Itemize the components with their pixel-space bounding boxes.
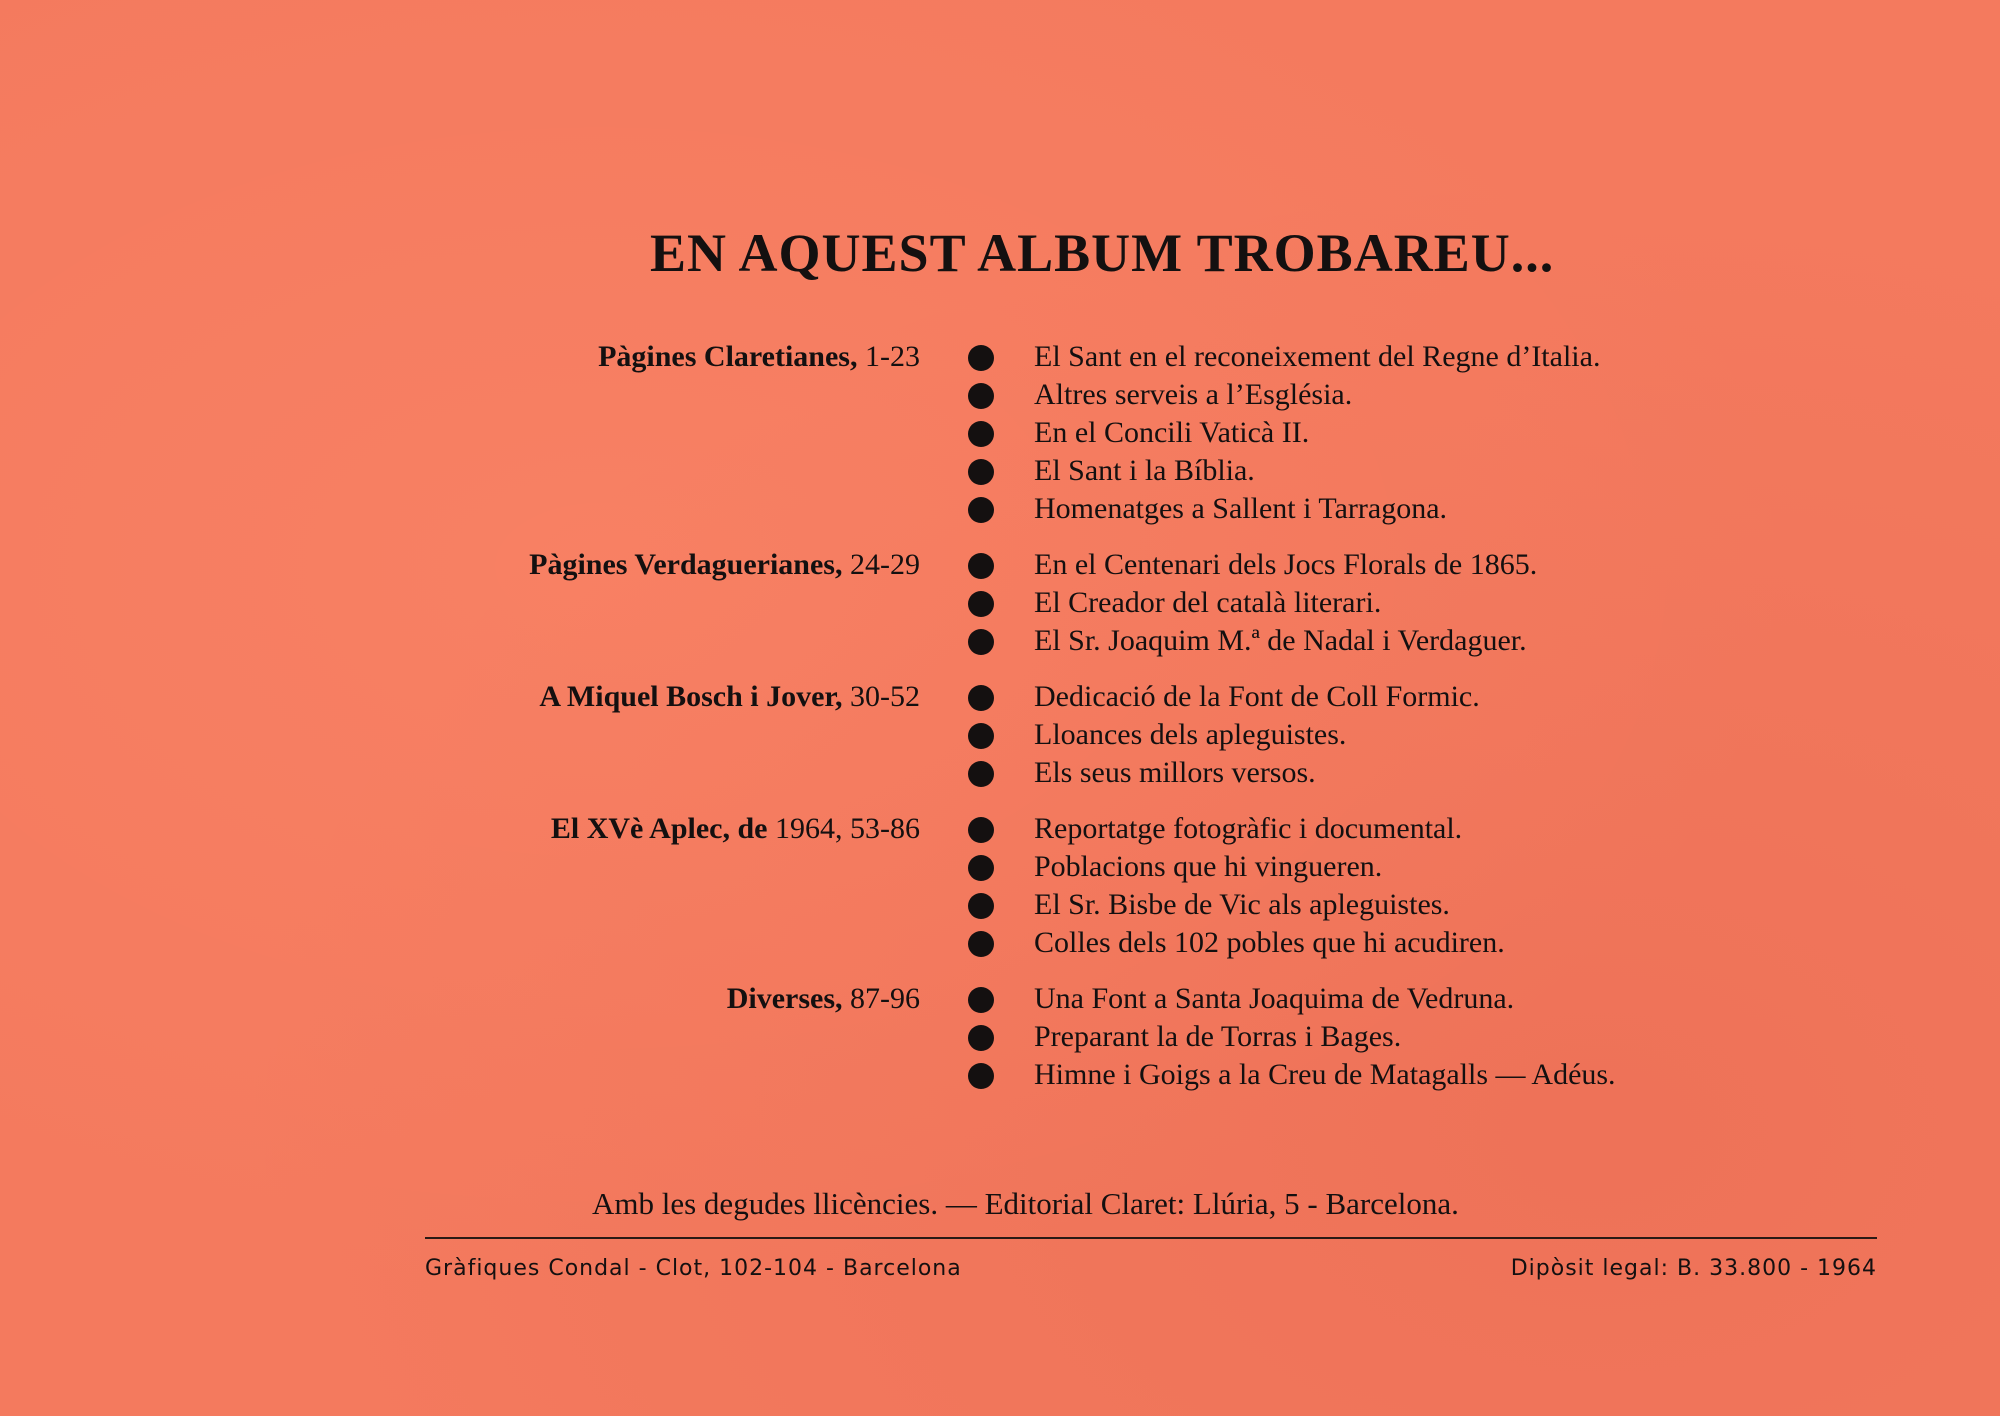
section-items [968,980,2000,1094]
bullet-icon [968,345,994,371]
bullet-icon [968,987,994,1013]
section-miquel-bosch [0,678,2000,792]
bullet-icon [968,855,994,881]
bullet-icon [968,383,994,409]
item-text: Homenatges a Sallent i Tarragona. [1034,492,1448,525]
bullet-icon [968,1025,994,1051]
license-line: Amb les degudes llicències. — Editorial Claret: Llúria, 5 - Barcelona. [592,1186,1459,1221]
item-text: Una Font a Santa Joaquima de Vedruna. [1034,982,1515,1015]
section-pages: 24-29 [850,548,920,581]
section-label [529,546,920,584]
section-aplec [0,810,2000,962]
list-item [968,716,2000,754]
section-items [968,338,2000,528]
section-claretianes [0,338,2000,528]
bullet-icon [968,591,994,617]
list-item [968,678,2000,716]
list-item [968,980,2000,1018]
section-items [968,810,2000,962]
section-name: A Miquel Bosch i Jover, [539,680,843,713]
section-name: Pàgines Claretianes, [598,340,858,373]
contents-list [0,338,2000,1112]
item-text: El Sr. Joaquim M.ª de Nadal i Verdaguer. [1034,624,1527,657]
item-text: Poblacions que hi vingueren. [1034,850,1383,883]
bullet-icon [968,459,994,485]
bullet-icon [968,817,994,843]
section-label [598,338,920,376]
item-text: Reportatge fotogràfic i documental. [1034,812,1463,845]
item-text: El Sant en el reconeixement del Regne d’Italia. [1034,340,1601,373]
section-name: Diverses, [726,982,843,1015]
bullet-icon [968,553,994,579]
list-item [968,924,2000,962]
list-item [968,886,2000,924]
item-text: En el Concili Vaticà II. [1034,416,1310,449]
item-text: El Sant i la Bíblia. [1034,454,1255,487]
list-item [968,414,2000,452]
section-pages: 30-52 [850,680,920,713]
bullet-icon [968,421,994,447]
section-diverses [0,980,2000,1094]
bullet-icon [968,931,994,957]
item-text: Els seus millors versos. [1034,756,1316,789]
list-item [968,754,2000,792]
list-item [968,622,2000,660]
section-label [539,678,920,716]
section-pages: 1964, 53-86 [775,812,920,845]
item-text: Altres serveis a l’Església. [1034,378,1353,411]
bullet-icon [968,629,994,655]
list-item [968,376,2000,414]
item-text: Dedicació de la Font de Coll Formic. [1034,680,1480,713]
section-pages: 87-96 [850,982,920,1015]
list-item [968,1018,2000,1056]
list-item [968,546,2000,584]
legal-deposit: Dipòsit legal: B. 33.800 - 1964 [1510,1256,1877,1281]
printer-credit: Gràfiques Condal - Clot, 102-104 - Barcelona [425,1256,962,1281]
section-pages: 1-23 [865,340,920,373]
section-name: Pàgines Verdaguerianes, [529,548,843,581]
list-item [968,452,2000,490]
list-item [968,338,2000,376]
item-text: Preparant la de Torras i Bages. [1034,1020,1402,1053]
bullet-icon [968,723,994,749]
section-label [551,810,920,848]
section-items [968,678,2000,792]
section-name: El XVè Aplec, de [550,812,768,845]
bullet-icon [968,685,994,711]
page-title: EN AQUEST ALBUM TROBAREU... [650,223,1555,283]
divider [425,1237,1877,1239]
list-item [968,490,2000,528]
list-item [968,810,2000,848]
item-text: El Sr. Bisbe de Vic als apleguistes. [1034,888,1450,921]
item-text: El Creador del català literari. [1034,586,1382,619]
list-item [968,848,2000,886]
bullet-icon [968,761,994,787]
list-item [968,1056,2000,1094]
section-verdaguerianes [0,546,2000,660]
item-text: En el Centenari dels Jocs Florals de 1865. [1034,548,1538,581]
section-items [968,546,2000,660]
bullet-icon [968,1063,994,1089]
item-text: Himne i Goigs a la Creu de Matagalls — Adéus. [1034,1058,1616,1091]
section-label [727,980,920,1018]
item-text: Lloances dels apleguistes. [1034,718,1347,751]
bullet-icon [968,893,994,919]
bullet-icon [968,497,994,523]
list-item [968,584,2000,622]
item-text: Colles dels 102 pobles que hi acudiren. [1034,926,1505,959]
